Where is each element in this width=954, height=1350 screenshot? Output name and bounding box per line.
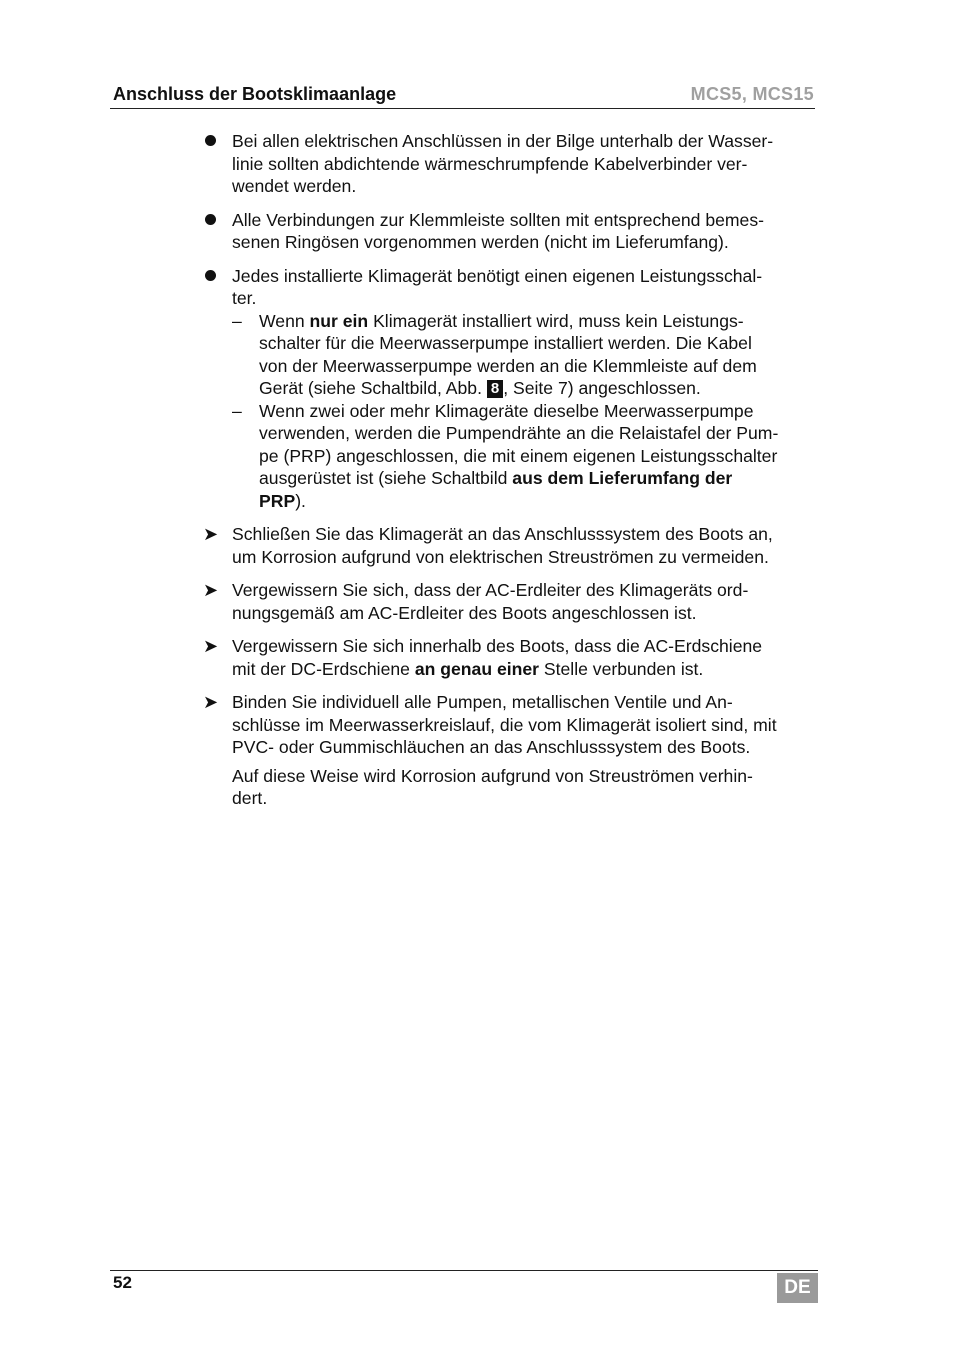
bullet-marker — [203, 130, 227, 153]
text-line — [259, 332, 823, 355]
text-line: senen Ringösen vorgenommen werden (nicht im Lieferumfang). — [232, 232, 729, 252]
text-line: Schließen Sie das Klimagerät an das Anschlusssystem des Boots an, — [232, 524, 773, 544]
text-segment: schalter für die Meerwasserpumpe installiert werden. Die Kabel — [259, 333, 752, 353]
sub-item — [232, 400, 823, 513]
text-line: Vergewissern Sie sich, dass der AC-Erdleiter des Klimageräts ord- — [232, 580, 749, 600]
text-line — [259, 490, 823, 513]
result-note — [232, 765, 823, 810]
dash-marker: – — [232, 310, 242, 331]
text-line: linie sollten abdichtende wärmeschrumpfende Kabelverbinder ver- — [232, 153, 748, 174]
bullet-item — [203, 209, 823, 254]
text-line: schlüsse im Meerwasserkreislauf, die vom Klimagerät isoliert sind, mit — [232, 714, 777, 735]
text-segment: verwenden, werden die Pumpendrähte an die Relaistafel der Pum- — [259, 423, 779, 443]
action-step — [203, 691, 823, 810]
text-line: Jedes installierte Klimagerät benötigt einen eigenen Leistungsschal- — [232, 265, 763, 286]
page-number: 52 — [113, 1273, 132, 1292]
arrow-right-icon: ➤ — [203, 636, 219, 656]
arrow-right-icon: ➤ — [203, 580, 219, 600]
figure-reference: 8 — [487, 380, 503, 398]
text-line — [232, 658, 823, 681]
bullet-item — [203, 265, 823, 513]
section-title: Anschluss der Bootsklimaanlage — [113, 84, 397, 104]
text-line: PVC- oder Gummischläuchen an das Anschlusssystem des Boots. — [232, 737, 751, 757]
action-step — [203, 579, 823, 624]
text-line: um Korrosion aufgrund von elektrischen Streuströmen zu vermeiden. — [232, 546, 769, 567]
text-line — [259, 467, 823, 490]
text-line — [259, 377, 823, 400]
text-segment: , Seite 7) angeschlossen. — [503, 378, 701, 398]
sub-item — [232, 310, 823, 400]
text-line: Bei allen elektrischen Anschlüssen in der Bilge unterhalb der Wasser- — [232, 131, 774, 151]
arrow-right-icon: ➤ — [203, 524, 219, 544]
text-line — [259, 400, 823, 423]
item-text — [232, 265, 823, 513]
action-step — [203, 523, 823, 568]
text-line: nungsgemäß am AC-Erdleiter des Boots angeschlossen ist. — [232, 602, 697, 623]
text-segment: pe (PRP) angeschlossen, die mit einem eigenen Leistungsschalter — [259, 445, 778, 466]
emphasis: aus dem Lieferumfang der — [512, 468, 733, 488]
emphasis: PRP — [259, 490, 296, 511]
text-segment: mit der DC-Erdschiene — [232, 658, 415, 679]
text-line: ter. — [232, 288, 257, 308]
text-segment: Vergewissern Sie sich innerhalb des Boots, dass die AC-Erdschiene — [232, 636, 763, 656]
item-text — [232, 635, 823, 680]
emphasis: nur ein — [309, 310, 369, 331]
language-badge: DE — [777, 1273, 818, 1303]
bullet-dot-icon — [205, 214, 216, 225]
model-label: MCS5, MCS15 — [690, 84, 814, 104]
item-text — [232, 579, 823, 624]
text-segment: Wenn — [259, 310, 310, 331]
text-line — [232, 635, 823, 658]
text-line: Binden Sie individuell alle Pumpen, metallischen Ventile und An- — [232, 692, 733, 712]
text-line — [259, 422, 823, 445]
bullet-marker — [203, 209, 227, 232]
text-segment: von der Meerwasserpumpe werden an die Klemmleiste auf dem — [259, 355, 757, 376]
text-line: Auf diese Weise wird Korrosion aufgrund von Streuströmen verhin- — [232, 765, 753, 786]
text-line — [259, 445, 823, 468]
text-segment: ). — [295, 490, 306, 511]
footer-divider — [110, 1270, 818, 1271]
item-text — [232, 130, 823, 198]
bullet-item — [203, 130, 823, 198]
dash-marker: – — [232, 400, 242, 421]
text-line: wendet werden. — [232, 176, 357, 196]
bullet-dot-icon — [205, 135, 216, 146]
text-segment: Gerät (siehe Schaltbild, Abb. — [259, 378, 487, 398]
action-step — [203, 635, 823, 680]
text-segment: ausgerüstet ist (siehe Schaltbild — [259, 468, 513, 488]
text-line: dert. — [232, 788, 268, 808]
bullet-dot-icon — [205, 270, 216, 281]
emphasis: an genau einer — [414, 658, 540, 679]
item-text — [232, 523, 823, 568]
text-segment: Wenn zwei oder mehr Klimageräte dieselbe Meerwasserpumpe — [259, 400, 754, 421]
item-text — [232, 691, 823, 810]
arrow-right-icon: ➤ — [203, 692, 219, 712]
item-text — [232, 209, 823, 254]
instruction-list — [203, 130, 823, 821]
text-segment: Stelle verbunden ist. — [539, 658, 704, 679]
bullet-marker — [203, 265, 227, 288]
header-divider — [110, 108, 815, 109]
text-line: Alle Verbindungen zur Klemmleiste sollten mit entsprechend bemes- — [232, 209, 764, 230]
text-line — [259, 310, 823, 333]
text-segment: Klimagerät installiert wird, muss kein Leistungs- — [368, 310, 744, 331]
text-line — [259, 355, 823, 378]
